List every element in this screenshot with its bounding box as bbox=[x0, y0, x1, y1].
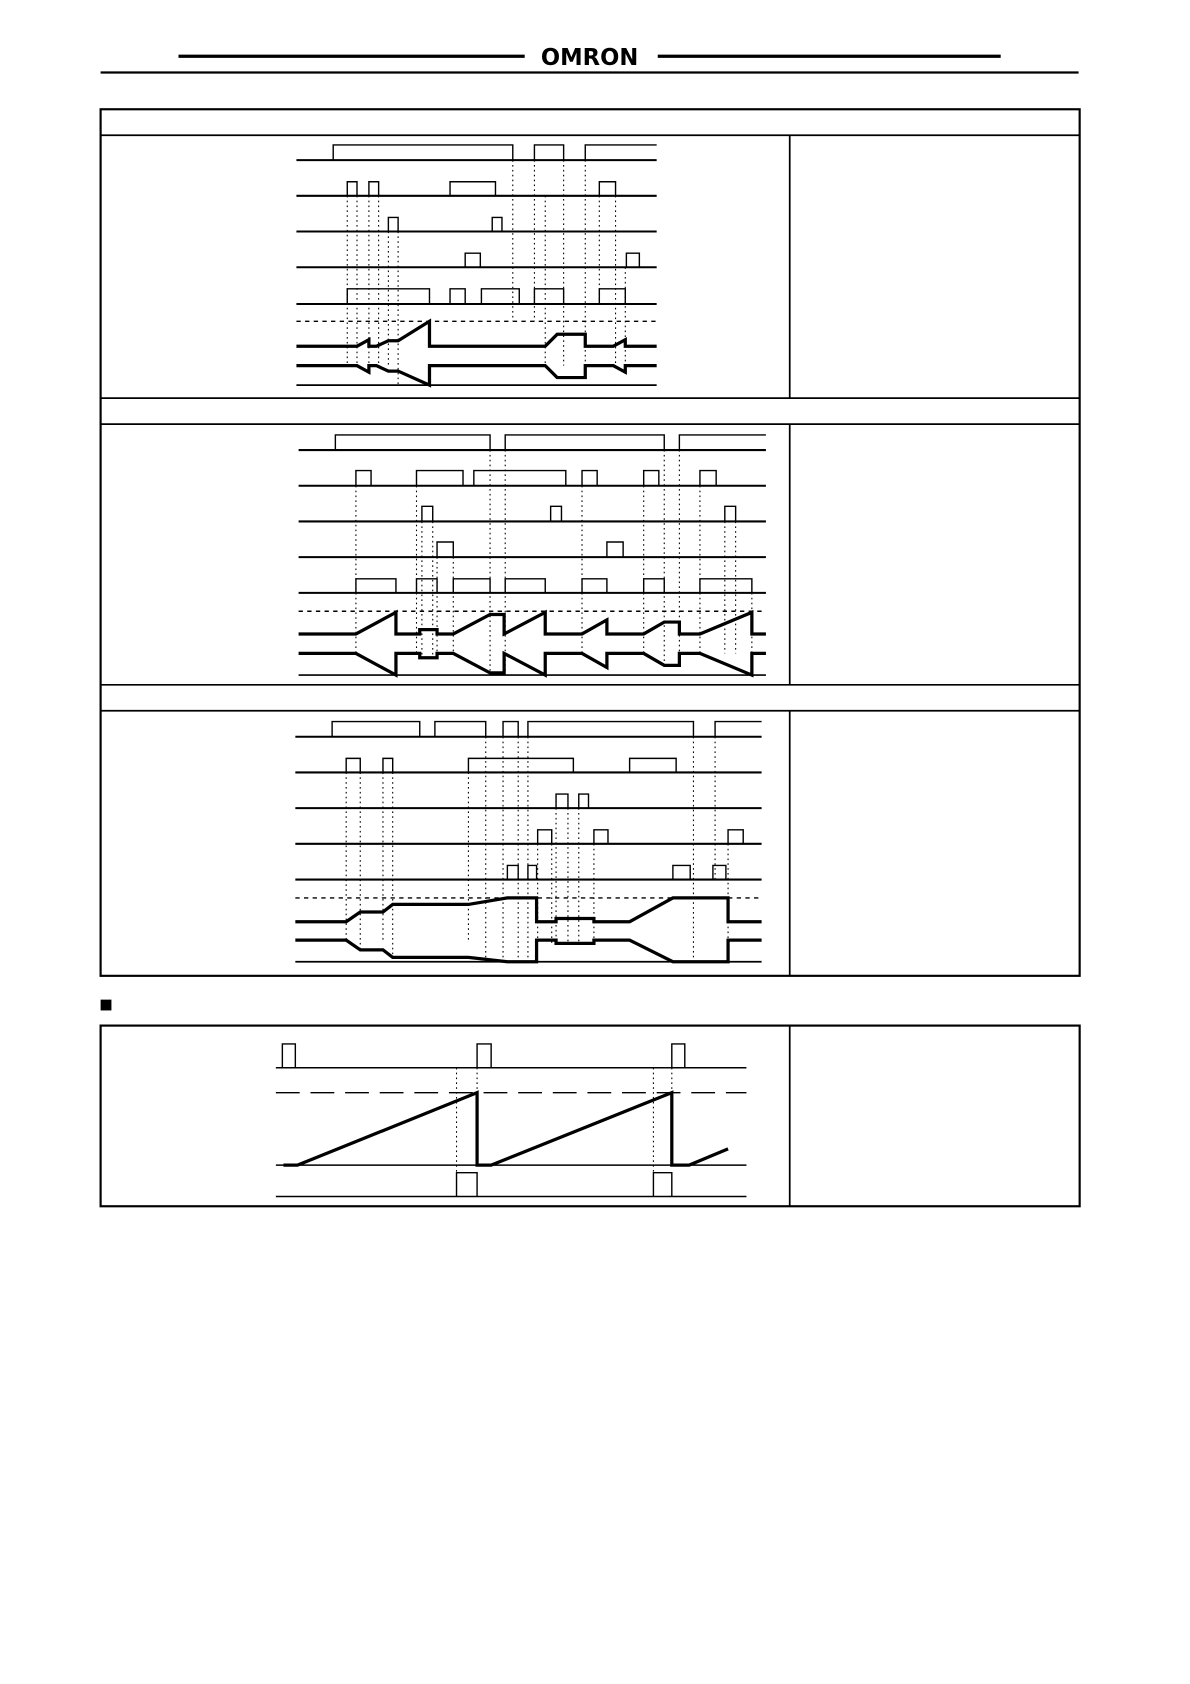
output-lower-trace bbox=[299, 653, 766, 675]
signal-2-pulses bbox=[346, 758, 676, 772]
sawtooth-timing-table bbox=[101, 1026, 1080, 1207]
table-frame bbox=[101, 1026, 1080, 1207]
timing-guide-lines bbox=[347, 160, 625, 385]
signal-3-pulses bbox=[388, 217, 502, 231]
signal-3-pulses bbox=[422, 506, 736, 521]
timing-chart-row-1 bbox=[296, 145, 656, 385]
signal-2-pulses bbox=[347, 182, 615, 196]
output-upper-trace bbox=[296, 321, 656, 346]
signal-5-pulses bbox=[507, 865, 726, 879]
timing-guide-lines bbox=[457, 1068, 672, 1173]
signal-5-pulses bbox=[356, 579, 752, 593]
signal-5-pulses bbox=[347, 289, 625, 304]
timing-table bbox=[101, 109, 1080, 976]
table-frame bbox=[101, 109, 1080, 976]
output-upper-trace bbox=[299, 612, 766, 634]
timing-chart-row-3 bbox=[295, 722, 761, 962]
signal-4-pulses bbox=[465, 253, 639, 267]
signal-4-pulses bbox=[538, 830, 744, 844]
signal-3-pulses bbox=[556, 794, 588, 808]
output-pulses bbox=[457, 1173, 672, 1197]
signal-4-pulses bbox=[437, 542, 623, 557]
signal-1-pulses bbox=[335, 435, 766, 450]
signal-2-pulses bbox=[356, 471, 716, 486]
output-lower-trace bbox=[296, 366, 656, 385]
timing-chart-row-2 bbox=[299, 435, 766, 675]
omron-logo: OMRON bbox=[540, 44, 639, 71]
signal-1-pulses bbox=[332, 722, 761, 737]
sawtooth-ramp-trace bbox=[283, 1093, 728, 1165]
sawtooth-timing-chart bbox=[276, 1044, 747, 1197]
table-row-dividers bbox=[101, 135, 1080, 711]
section-bullet-square bbox=[101, 1000, 112, 1011]
timing-guide-lines bbox=[356, 450, 752, 675]
output-lower-trace bbox=[295, 940, 761, 962]
signal-1-pulses bbox=[333, 145, 656, 160]
trigger-pulses bbox=[282, 1044, 684, 1068]
page-header bbox=[101, 45, 1079, 73]
timing-guide-lines bbox=[346, 737, 728, 962]
